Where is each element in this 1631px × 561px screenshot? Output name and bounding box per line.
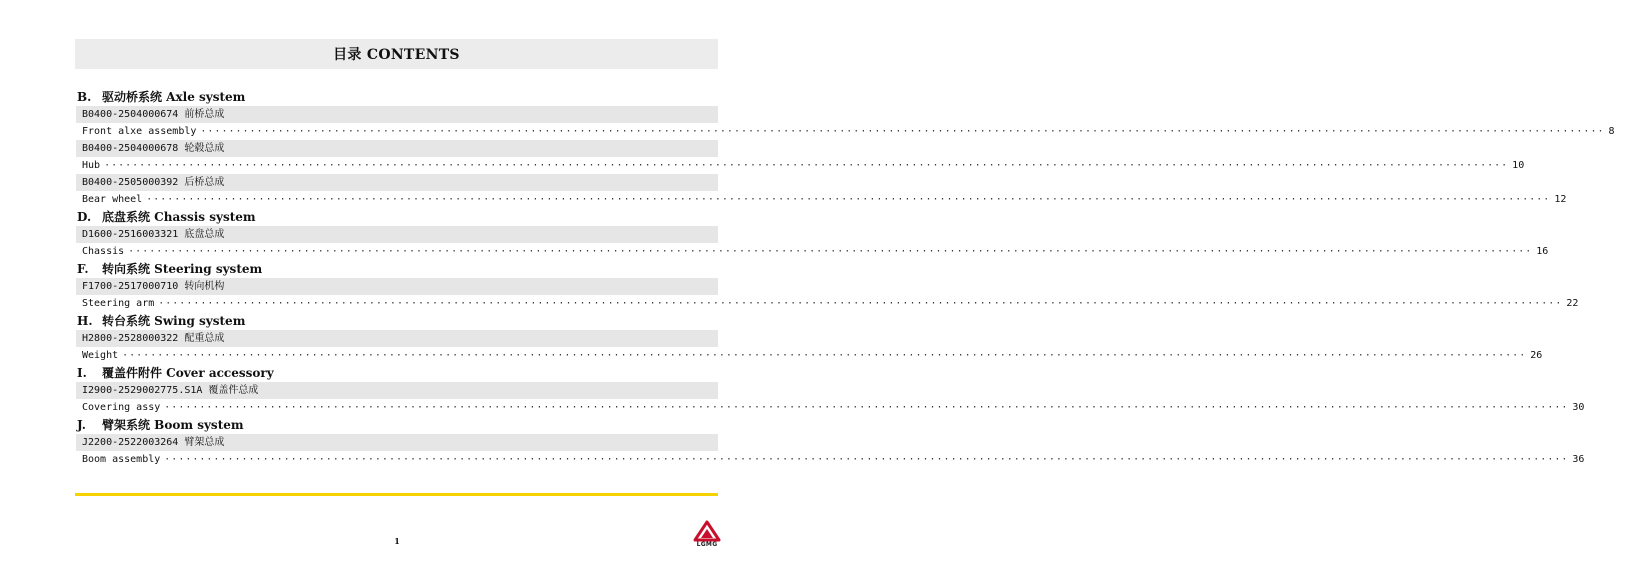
dot-leader: ········································································································································································································ [200,126,1605,137]
entry-page-number: 36 [1572,454,1585,465]
entry-name: Weight [82,350,119,361]
toc-entry[interactable] [76,451,1585,468]
dot-leader: ········································································································································································································ [146,194,1551,205]
entry-name: Boom assembly [82,454,161,465]
entry-page-number: 30 [1572,402,1585,413]
entry-page-number: 26 [1530,350,1543,361]
contents-header [75,39,718,69]
entry-name: Steering arm [82,298,155,309]
entry-name: Bear wheel [82,194,143,205]
section-title: 转台系统 Swing system [102,314,246,328]
entry-page-number: 22 [1566,298,1579,309]
dot-leader: ········································································································································································································ [128,246,1533,257]
part-code-row: F1700-2517000710 转向机构 [76,278,718,295]
section-title: 驱动桥系统 Axle system [102,90,246,104]
entry-page-number: 8 [1608,126,1615,137]
part-code-row: B0400-2504000678 轮毂总成 [76,140,718,157]
toc-entry[interactable] [76,123,1615,140]
section-heading [76,208,718,226]
toc-entry[interactable] [76,347,1543,364]
toc-entry[interactable] [76,295,1579,312]
part-code-row: B0400-2504000674 前桥总成 [76,106,718,123]
dot-leader: ········································································································································································································ [122,350,1527,361]
dot-leader: ········································································································································································································ [164,402,1569,413]
dot-leader: ········································································································································································································ [158,298,1563,309]
toc-entry[interactable] [76,399,1585,416]
section-title: 底盘系统 Chassis system [102,210,256,224]
section-heading [76,364,718,382]
dot-leader: ········································································································································································································ [164,454,1569,465]
toc-entry[interactable] [76,191,1567,208]
section-letter: I. [77,366,87,380]
section-title: 覆盖件附件 Cover accessory [102,366,274,380]
toc-entry[interactable] [76,243,1549,260]
part-code-row: B0400-2505000392 后桥总成 [76,174,718,191]
part-code-row: I2900-2529002775.S1A 覆盖件总成 [76,382,718,399]
section-letter: H. [77,314,93,328]
logo-text: LGMG [696,541,718,548]
part-code-row: J2200-2522003264 臂架总成 [76,434,718,451]
logo-mark-icon [692,520,722,542]
entry-name: Hub [82,160,101,171]
section-heading [76,88,718,106]
section-letter: D. [77,210,92,224]
entry-page-number: 16 [1536,246,1549,257]
section-title: 转向系统 Steering system [102,262,263,276]
page-number: 1 [394,536,400,546]
entry-name: Covering assy [82,402,161,413]
section-heading [76,416,718,434]
lgmg-logo [692,520,722,550]
toc-entry[interactable] [76,157,1525,174]
entry-page-number: 12 [1554,194,1567,205]
section-letter: B. [77,90,92,104]
dot-leader: ········································································································································································································ [104,160,1509,171]
part-code-row: H2800-2528000322 配重总成 [76,330,718,347]
section-letter: J. [77,418,86,432]
section-title: 臂架系统 Boom system [102,418,244,432]
section-heading [76,260,718,278]
section-heading [76,312,718,330]
section-letter: F. [77,262,89,276]
table-of-contents [76,88,1615,468]
entry-name: Chassis [82,246,125,257]
entry-name: Front alxe assembly [82,126,197,137]
page-title: 目录 CONTENTS [333,47,460,63]
entry-page-number: 10 [1512,160,1525,171]
part-code-row: D1600-2516003321 底盘总成 [76,226,718,243]
footer-divider [75,493,718,496]
